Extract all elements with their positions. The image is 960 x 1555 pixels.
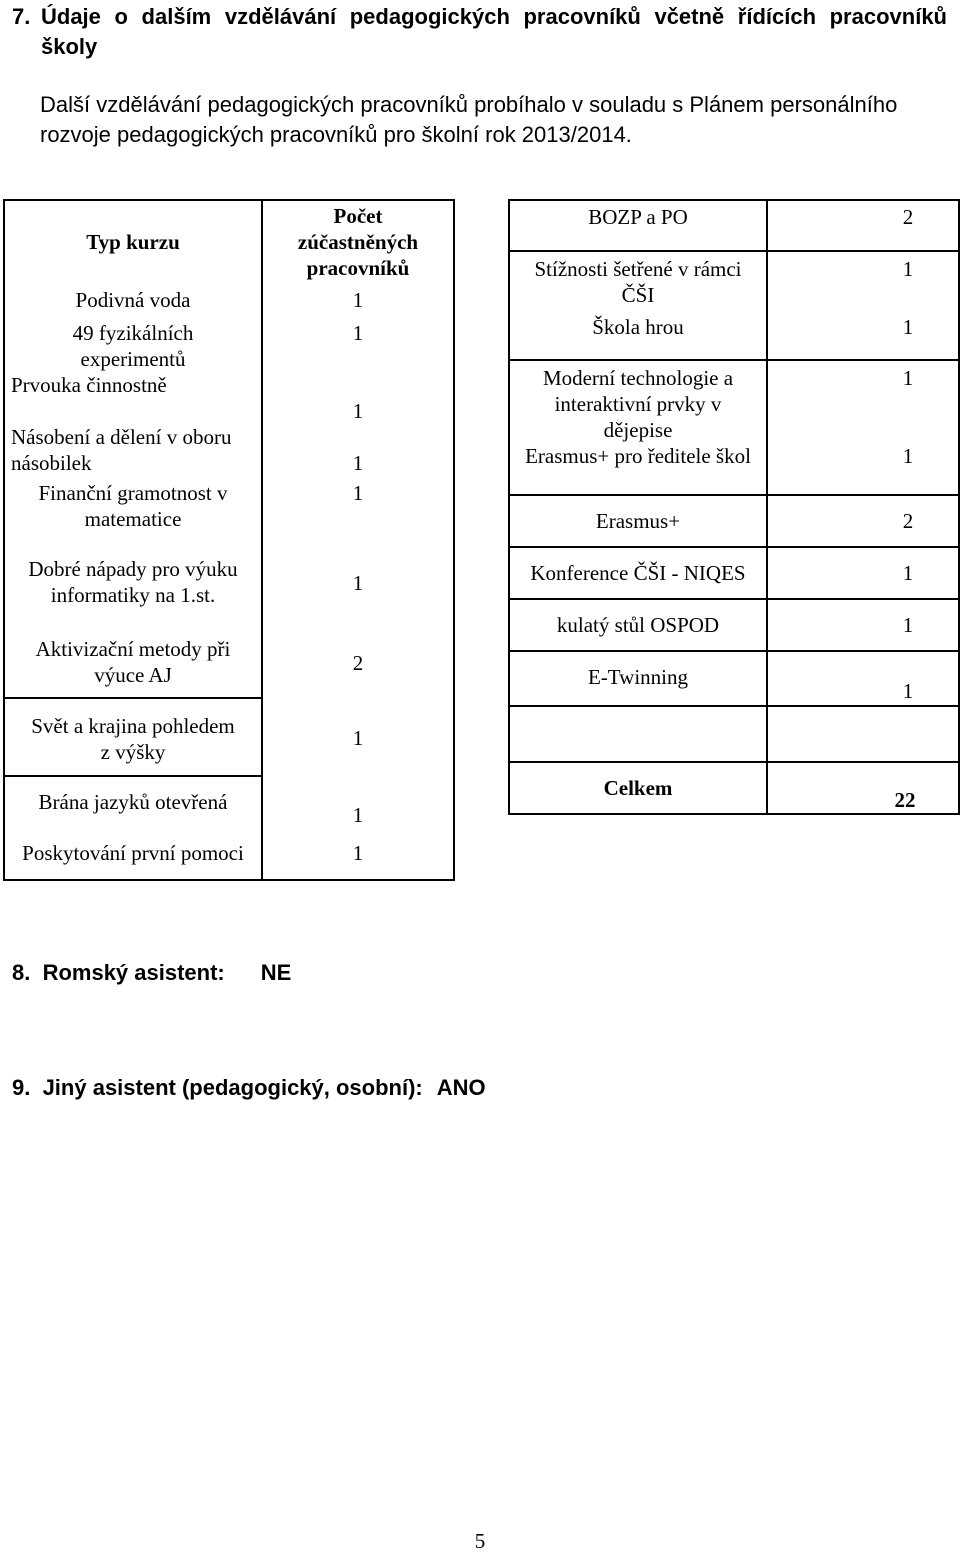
course-name: Podivná voda [4,283,262,317]
table-row [4,698,454,776]
course-name: Dobré nápady pro výuku informatiky na 1.st. [4,544,262,622]
course-name: Aktivizační metody při výuce AJ [4,622,262,698]
table-row [509,706,959,762]
section-8-label: 8. Romský asistent: [12,960,225,985]
course-count: 2 [902,205,914,229]
table-row [4,544,454,622]
course-name: Násobení a dělení v oboru násobilek [4,424,262,480]
course-count: 1 [767,251,959,308]
section-7-title-line1 [12,2,947,32]
table-row [509,599,959,651]
course-name: Brána jazyků otevřená [4,776,262,828]
course-count: 1 [352,451,364,475]
section-7-title-text: Údaje o dalším vzdělávání pedagogických pracovníků včetně řídících pracovníků [41,4,947,29]
course-count: 1 [352,321,364,345]
table-row [509,308,959,360]
course-count: 1 [352,803,364,827]
table-row [4,828,454,880]
table-row [4,480,454,544]
table-row [4,424,454,480]
empty-cell [509,706,767,762]
section-9 [12,1073,486,1103]
course-count: 1 [767,599,959,651]
header-participant-count: Počet zúčastněných pracovníků [297,204,419,280]
total-label: Celkem [509,762,767,814]
table-row [4,372,454,424]
section-9-label: 9. Jiný asistent (pedagogický, osobní): [12,1075,423,1100]
course-name: Poskytování první pomoci [4,828,262,880]
section-7-number: 7. [12,4,31,29]
table-row [509,360,959,443]
course-name: 49 fyzikálních experimentů [4,317,262,372]
header-course-type: Typ kurzu [4,200,262,283]
table-row [4,622,454,698]
course-name: Svět a krajina pohledem z výšky [4,698,262,776]
course-count: 1 [902,315,914,339]
table-header-row [4,200,454,283]
course-name: Konference ČŠI - NIQES [509,547,767,599]
section-7-title-line2: školy [41,34,98,59]
section-8 [12,958,291,988]
course-name: E-Twinning [509,651,767,706]
table-row [509,651,959,706]
course-name: Moderní technologie a interaktivní prvky v dějepise [509,360,767,443]
section-9-value: ANO [436,1075,486,1100]
table-row [509,443,959,495]
table-row [509,251,959,308]
course-count: 1 [352,726,364,750]
table-row [4,317,454,372]
section-8-value: NE [260,960,292,985]
course-count: 1 [767,360,959,443]
empty-cell [767,706,959,762]
course-count: 1 [352,481,364,505]
course-name: Finanční gramotnost v matematice [4,480,262,544]
course-count: 1 [352,288,364,312]
table-row [509,495,959,547]
course-count: 1 [767,547,959,599]
course-name: kulatý stůl OSPOD [509,599,767,651]
course-name: Škola hrou [509,308,767,360]
page-number: 5 [474,1529,486,1553]
course-count: 2 [767,495,959,547]
course-name: Stížnosti šetřené v rámci ČŠI [509,251,767,308]
course-name: Prvouka činnostně [4,372,262,424]
course-name: BOZP a PO [509,200,767,251]
courses-table-left [3,199,455,881]
course-name: Erasmus+ pro ředitele škol [509,443,767,495]
course-count: 1 [352,571,364,595]
course-count: 1 [767,651,959,706]
section-7-intro: Další vzdělávání pedagogických pracovníků probíhalo v souladu s Plánem personálního rozvoje pedagogických pracovníků pro školní rok 2013/2014. [40,92,898,147]
course-count: 1 [352,399,364,423]
section-7-heading [12,2,947,62]
course-count: 1 [352,841,364,865]
total-value: 22 [767,762,959,814]
course-count: 1 [902,444,914,468]
course-name: Erasmus+ [509,495,767,547]
courses-table-right [508,199,960,815]
total-row [509,762,959,814]
table-row [4,283,454,317]
course-count: 2 [352,651,364,675]
table-row [509,200,959,251]
table-row [4,776,454,828]
table-row [509,547,959,599]
